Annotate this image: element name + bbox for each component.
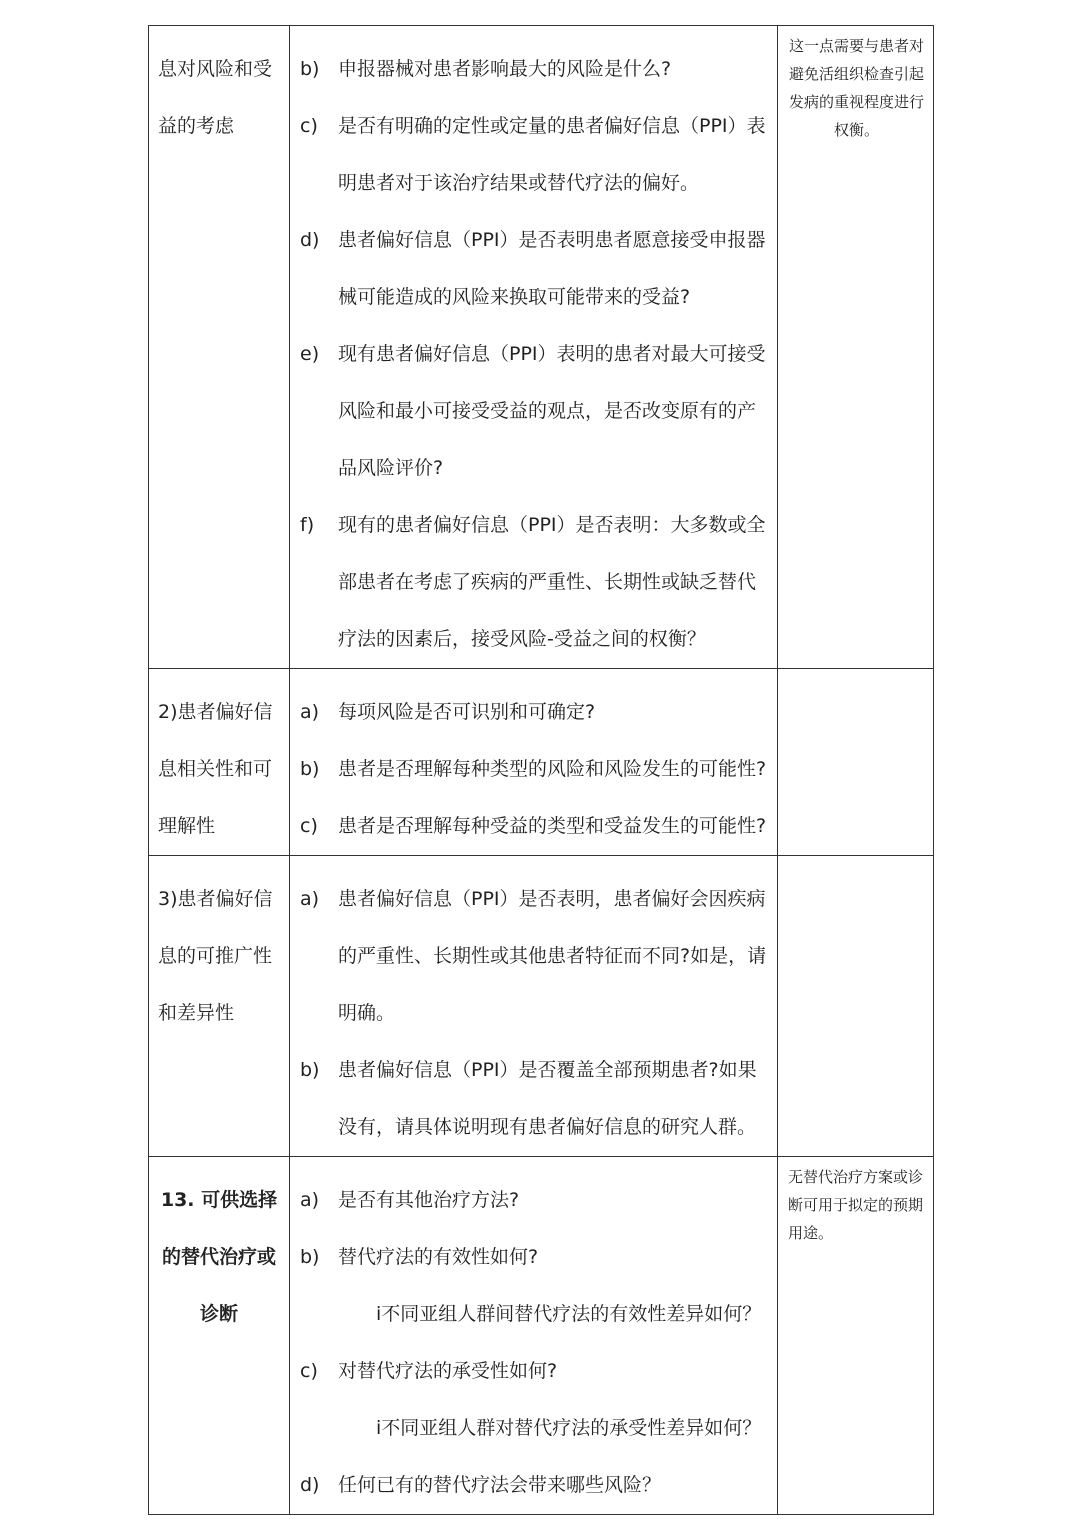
note-cell bbox=[778, 669, 934, 856]
question-item bbox=[290, 1457, 777, 1514]
sub-question-item bbox=[290, 1286, 777, 1343]
sub-question-item bbox=[290, 1400, 777, 1457]
question-label: a) bbox=[300, 1189, 320, 1211]
question-item bbox=[290, 497, 777, 668]
question-label: d) bbox=[300, 229, 320, 251]
table-row bbox=[149, 26, 934, 669]
question-item bbox=[290, 798, 777, 855]
category-cell bbox=[149, 1157, 290, 1515]
question-text: 任何已有的替代疗法会带来哪些风险？ bbox=[338, 1474, 662, 1496]
question-label: e) bbox=[300, 343, 320, 365]
question-label: b) bbox=[300, 1246, 320, 1268]
question-text: 对替代疗法的承受性如何? bbox=[338, 1360, 558, 1382]
questions-cell bbox=[290, 669, 778, 856]
question-text: 是否有其他治疗方法? bbox=[338, 1189, 520, 1211]
question-label: c) bbox=[300, 1360, 318, 1382]
question-item bbox=[290, 1172, 777, 1229]
category-text: 13. 可供选择的替代治疗或诊断 bbox=[160, 1189, 278, 1325]
question-item bbox=[290, 871, 777, 1042]
note-text: 这一点需要与患者对避免活组织检查引起发病的重视程度进行权衡。 bbox=[788, 37, 924, 139]
note-cell bbox=[778, 1157, 934, 1515]
question-text: 患者是否理解每种类型的风险和风险发生的可能性? bbox=[338, 758, 767, 780]
questions-cell bbox=[290, 26, 778, 669]
question-text: 患者是否理解每种受益的类型和受益发生的可能性? bbox=[338, 815, 767, 837]
note-cell bbox=[778, 26, 934, 669]
question-text: 替代疗法的有效性如何? bbox=[338, 1246, 539, 1268]
category-text: 3)患者偏好信息的可推广性和差异性 bbox=[158, 888, 273, 1024]
question-text: 患者偏好信息（PPI）是否表明，患者偏好会因疾病的严重性、长期性或其他患者特征而不同?如是，请明确。 bbox=[338, 888, 767, 1024]
question-text: i不同亚组人群间替代疗法的有效性差异如何？ bbox=[376, 1303, 762, 1325]
question-item bbox=[290, 41, 777, 98]
category-text: 2)患者偏好信息相关性和可理解性 bbox=[158, 701, 273, 837]
category-cell bbox=[149, 26, 290, 669]
note-text bbox=[778, 856, 933, 862]
question-text: i不同亚组人群对替代疗法的承受性差异如何？ bbox=[376, 1417, 762, 1439]
question-label: a) bbox=[300, 701, 320, 723]
question-label: c) bbox=[300, 815, 318, 837]
question-label: a) bbox=[300, 888, 320, 910]
category-cell bbox=[149, 669, 290, 856]
question-item bbox=[290, 741, 777, 798]
question-label: b) bbox=[300, 58, 320, 80]
question-text: 患者偏好信息（PPI）是否表明患者愿意接受申报器械可能造成的风险来换取可能带来的受益? bbox=[338, 229, 766, 308]
question-label: d) bbox=[300, 1474, 320, 1496]
question-text: 现有的患者偏好信息（PPI）是否表明：大多数或全部患者在考虑了疾病的严重性、长期性或缺乏替代疗法的因素后，接受风险-受益之间的权衡？ bbox=[338, 514, 766, 650]
note-text: 无替代治疗方案或诊断可用于拟定的预期用途。 bbox=[788, 1168, 924, 1242]
question-text: 患者偏好信息（PPI）是否覆盖全部预期患者?如果没有，请具体说明现有患者偏好信息的研究人群。 bbox=[338, 1059, 757, 1138]
table-row bbox=[149, 856, 934, 1157]
question-text: 现有患者偏好信息（PPI）表明的患者对最大可接受风险和最小可接受受益的观点，是否改变原有的产品风险评价? bbox=[338, 343, 766, 479]
questions-cell bbox=[290, 1157, 778, 1515]
assessment-table bbox=[148, 25, 934, 1515]
note-text bbox=[778, 669, 933, 675]
question-text: 是否有明确的定性或定量的患者偏好信息（PPI）表明患者对于该治疗结果或替代疗法的偏好。 bbox=[338, 115, 766, 194]
table-row bbox=[149, 1157, 934, 1515]
category-text: 息对风险和受益的考虑 bbox=[158, 58, 273, 137]
question-item bbox=[290, 98, 777, 212]
question-text: 每项风险是否可识别和可确定? bbox=[338, 701, 596, 723]
table-row bbox=[149, 669, 934, 856]
question-item bbox=[290, 1229, 777, 1286]
question-label: b) bbox=[300, 1059, 320, 1081]
question-item bbox=[290, 1042, 777, 1156]
question-item bbox=[290, 212, 777, 326]
category-cell bbox=[149, 856, 290, 1157]
question-label: f) bbox=[300, 514, 315, 536]
question-text: 申报器械对患者影响最大的风险是什么? bbox=[338, 58, 672, 80]
question-item bbox=[290, 684, 777, 741]
question-label: b) bbox=[300, 758, 320, 780]
question-item bbox=[290, 1343, 777, 1400]
questions-cell bbox=[290, 856, 778, 1157]
question-label: c) bbox=[300, 115, 318, 137]
note-cell bbox=[778, 856, 934, 1157]
question-item bbox=[290, 326, 777, 497]
